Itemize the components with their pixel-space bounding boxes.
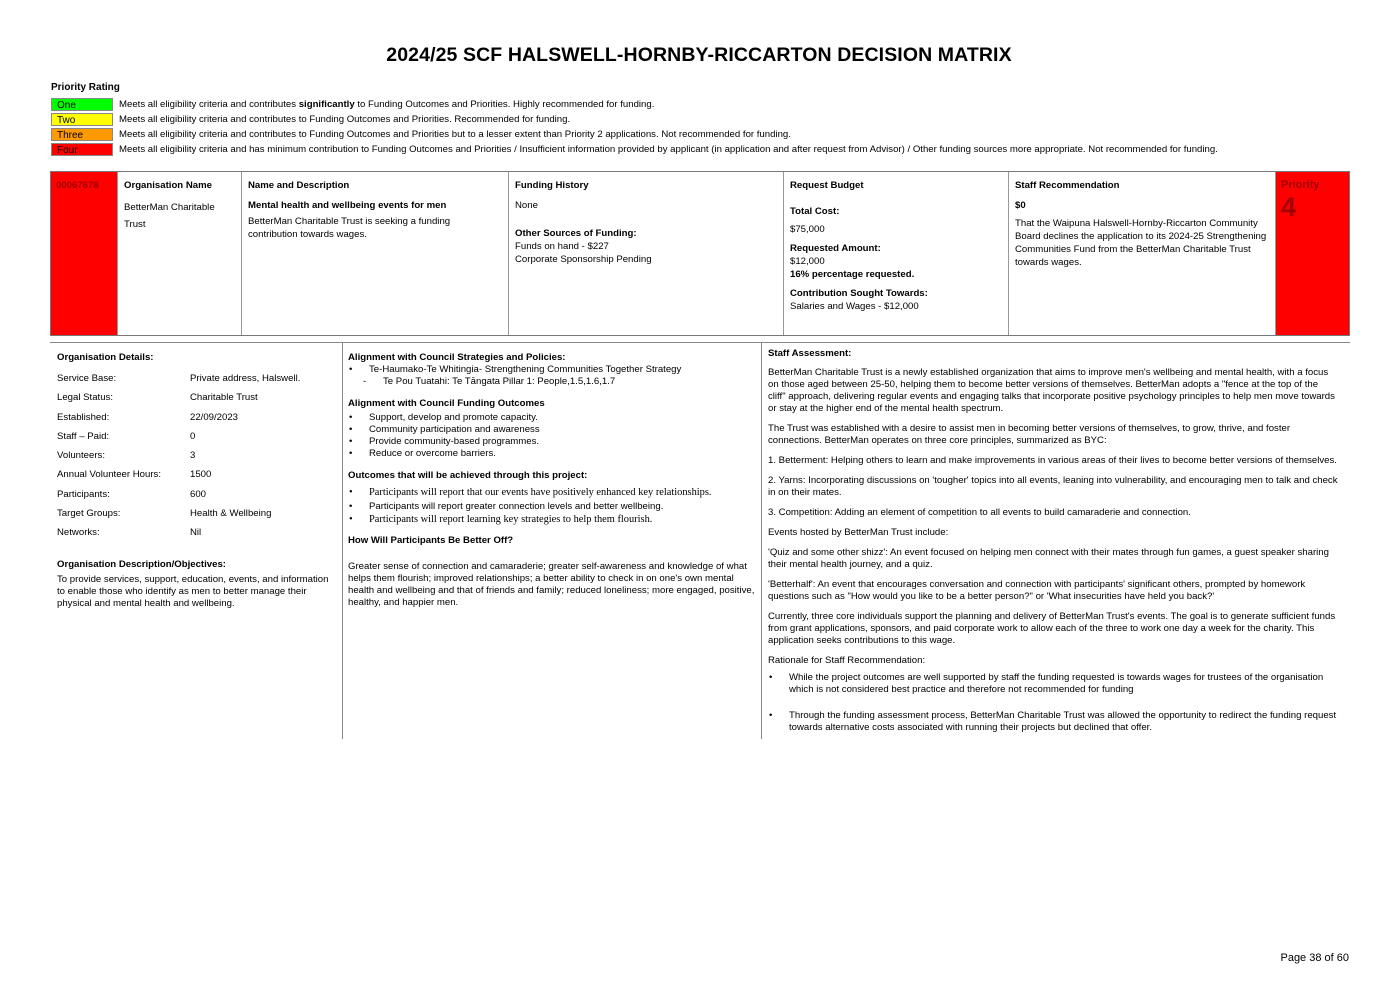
assessment-paragraph: The Trust was established with a desire to assist men in becoming better versions of themselves, to grow, thrive, and foster connections. BetterMan operates on three core principles, summarized as BYC: xyxy=(768,423,1291,446)
total-cost-label: Total Cost: xyxy=(790,206,840,217)
assessment-paragraph: BetterMan Charitable Trust is a newly established organization that aims to improve men's wellbeing and mental health, with a focus on those aged between 25-50, helping them to become better versions of themselves. BetterMan adopts a "fence at the top of the cliff" approach, delivering regular events and engaging talks that incorporate positive psychology principles to help men move towards or stay at the higher end of the mental health spectrum. xyxy=(768,367,1335,414)
project-name: Mental health and wellbeing events for men xyxy=(248,200,447,211)
sought-value: Salaries and Wages - $12,000 xyxy=(790,301,919,312)
priority-swatch-one: One xyxy=(51,98,113,111)
list-item: • Participants will report that our events have positively enhanced key relationships. xyxy=(369,486,758,500)
column-divider xyxy=(761,343,762,739)
list-item: • Reduce or overcome barriers. xyxy=(369,448,758,460)
project-outcomes-list xyxy=(348,486,758,527)
organisation-name: BetterMan Charitable Trust xyxy=(124,202,215,230)
assessment-paragraph: 'Betterhalf': An event that encourages conversation and connection with participants' significant others, prompted by homework questions such as "How would you like to be a better person?" or 'What insecurities have held you back?' xyxy=(768,579,1306,602)
list-item: • Participants will report learning key strategies to help them flourish. xyxy=(369,513,758,527)
priority-desc-two: Meets all eligibility criteria and contributes to Funding Outcomes and Priorities. Recommended for funding. xyxy=(119,113,571,125)
alignment-section xyxy=(348,352,758,609)
application-id-cell xyxy=(51,172,118,335)
priority-row-one xyxy=(51,97,654,111)
list-item: • Through the funding assessment process, BetterMan Charitable Trust was allowed the opportunity to redirect the funding request towards alternative costs associated with running their projects but declined that offer. xyxy=(789,710,1338,734)
project-header: Name and Description xyxy=(248,180,350,191)
priority-swatch-four: Four xyxy=(51,143,113,156)
rationale-list xyxy=(768,672,1338,734)
detail-row: Volunteers: 3 xyxy=(57,450,196,462)
assessment-heading: Staff Assessment: xyxy=(768,348,852,359)
organisation-details xyxy=(57,352,332,610)
sought-label: Contribution Sought Towards: xyxy=(790,288,928,299)
column-divider xyxy=(342,343,343,739)
list-item: • While the project outcomes are well supported by staff the funding requested is towards wages for trustees of the organisation which is not considered best practice and therefore not recommended for funding xyxy=(789,672,1338,696)
list-item: • Provide community-based programmes. xyxy=(369,436,758,448)
priority-row-two xyxy=(51,112,570,126)
list-item: • Support, develop and promote capacity. xyxy=(369,412,758,424)
organisation-cell xyxy=(118,172,242,335)
list-item: • Community participation and awareness xyxy=(369,424,758,436)
page-number: Page 38 of 60 xyxy=(1280,952,1349,964)
total-cost-value: $75,000 xyxy=(790,224,825,235)
section-divider xyxy=(50,342,1350,343)
funding-cell xyxy=(509,172,784,335)
other-sources-label: Other Sources of Funding: xyxy=(515,228,637,239)
description-heading: Organisation Description/Objectives: xyxy=(57,558,226,570)
assessment-paragraph: Events hosted by BetterMan Trust include: xyxy=(768,527,949,538)
application-summary-table xyxy=(50,171,1350,336)
better-off-heading: How Will Participants Be Better Off? xyxy=(348,534,514,546)
staff-assessment xyxy=(768,348,1338,748)
organisation-description: To provide services, support, education, events, and information to enable those who identify as men to better manage their physical and mental health and wellbeing. xyxy=(57,573,329,609)
detail-row: Staff – Paid: 0 xyxy=(57,430,196,442)
request-budget-cell xyxy=(784,172,1009,335)
page-title: 2024/25 SCF HALSWELL-HORNBY-RICCARTON DECISION MATRIX xyxy=(386,44,1012,66)
assessment-paragraph: 1. Betterment: Helping others to learn and make improvements in various areas of their lives to become better versions of themselves. xyxy=(768,455,1337,466)
project-cell xyxy=(242,172,509,335)
priority-row-four xyxy=(51,142,1218,156)
assessment-paragraph: Currently, three core individuals support the planning and delivery of BetterMan Trust's events. The goal is to generate sufficient funds from grant applications, sponsors, and paid corporate work to allow each of the three to work one day a week for the charity. This application seeks contributions to this wage. xyxy=(768,611,1336,646)
priority-desc-one: Meets all eligibility criteria and contributes significantly to Funding Outcomes and Priorities. Highly recommended for funding. xyxy=(119,98,655,110)
detail-row: Target Groups: Health & Wellbeing xyxy=(57,508,272,520)
detail-row: Service Base: Private address, Halswell. xyxy=(57,373,301,384)
outcomes-heading: Alignment with Council Funding Outcomes xyxy=(348,398,545,409)
other-source-item: Funds on hand - $227 xyxy=(515,241,609,252)
assessment-paragraph: 3. Competition: Adding an element of competition to all events to build camaraderie and connection. xyxy=(768,507,1191,518)
list-item: • Participants will report greater connection levels and better wellbeing. xyxy=(369,500,758,514)
application-id: 00067678 xyxy=(56,180,99,191)
assessment-paragraph: 2. Yarns: Incorporating discussions on 'tougher' topics into all events, leaning into vulnerability, and encouraging men to talk and check in on their mates. xyxy=(768,475,1338,498)
staff-rec-amount: $0 xyxy=(1015,200,1026,211)
priority-value: 4 xyxy=(1281,192,1297,222)
priority-swatch-three: Three xyxy=(51,128,113,141)
detail-row: Networks: Nil xyxy=(57,527,202,539)
budget-header: Request Budget xyxy=(790,180,864,191)
other-source-item: Corporate Sponsorship Pending xyxy=(515,254,652,265)
priority-row-three xyxy=(51,127,791,141)
strategies-heading: Alignment with Council Strategies and Policies: xyxy=(348,352,566,363)
requested-label: Requested Amount: xyxy=(790,243,881,254)
strategy-sub-item: - Te Pou Tuatahi: Te Tāngata Pillar 1: People,1.5,1.6,1.7 xyxy=(369,376,758,388)
detail-row: Legal Status: Charitable Trust xyxy=(57,392,258,404)
funding-header: Funding History xyxy=(515,180,589,191)
staff-rec-header: Staff Recommendation xyxy=(1015,180,1120,191)
funding-history: None xyxy=(515,200,538,211)
outcomes-list xyxy=(348,412,758,460)
priority-cell xyxy=(1276,172,1349,335)
priority-header: Priority xyxy=(1281,179,1320,191)
assessment-paragraph: 'Quiz and some other shizz': An event focused on helping men connect with their mates through fun games, a guest speaker sharing their mental health journey, and a quiz. xyxy=(768,547,1329,570)
priority-desc-four: Meets all eligibility criteria and has minimum contribution to Funding Outcomes and Priorities / Insufficient information provided by applicant (in application and after request from Advisor) / Other funding sources more appropriate. Not recommended for funding. xyxy=(119,143,1218,155)
staff-rec-text: That the Waipuna Halswell-Hornby-Riccarton Community Board declines the application to its 2024-25 Strengthening Communities Fund from the BetterMan Charitable Trust towards wages. xyxy=(1015,218,1267,268)
better-off-text: Greater sense of connection and camaraderie; greater self-awareness and knowledge of what helps them flourish; improved relationships; a better ability to check in on one's own mental health and wellbeing and that of friends and family; reduced loneliness; more engaged, positive, healthy, and happier men. xyxy=(348,560,755,608)
rationale-heading: Rationale for Staff Recommendation: xyxy=(768,655,926,666)
project-outcomes-heading: Outcomes that will be achieved through this project: xyxy=(348,470,588,481)
detail-row: Established: 22/09/2023 xyxy=(57,411,239,423)
priority-swatch-two: Two xyxy=(51,113,113,126)
details-heading: Organisation Details: xyxy=(57,352,154,363)
project-description: BetterMan Charitable Trust is seeking a funding contribution towards wages. xyxy=(248,216,451,240)
priority-rating-heading: Priority Rating xyxy=(51,82,120,93)
detail-row: Participants: 600 xyxy=(57,488,207,500)
priority-desc-three: Meets all eligibility criteria and contributes to Funding Outcomes and Priorities but to a lesser extent than Priority 2 applications. Not recommended for funding. xyxy=(119,128,791,140)
strategies-list xyxy=(348,364,758,376)
detail-row: Annual Volunteer Hours: 1500 xyxy=(57,469,212,481)
staff-recommendation-cell xyxy=(1009,172,1276,335)
requested-value: $12,000 xyxy=(790,256,825,267)
percent-requested: 16% percentage requested. xyxy=(790,269,915,280)
list-item: • Te-Haumako-Te Whitingia- Strengthening Communities Together Strategy xyxy=(369,364,758,376)
organisation-header: Organisation Name xyxy=(124,180,212,191)
